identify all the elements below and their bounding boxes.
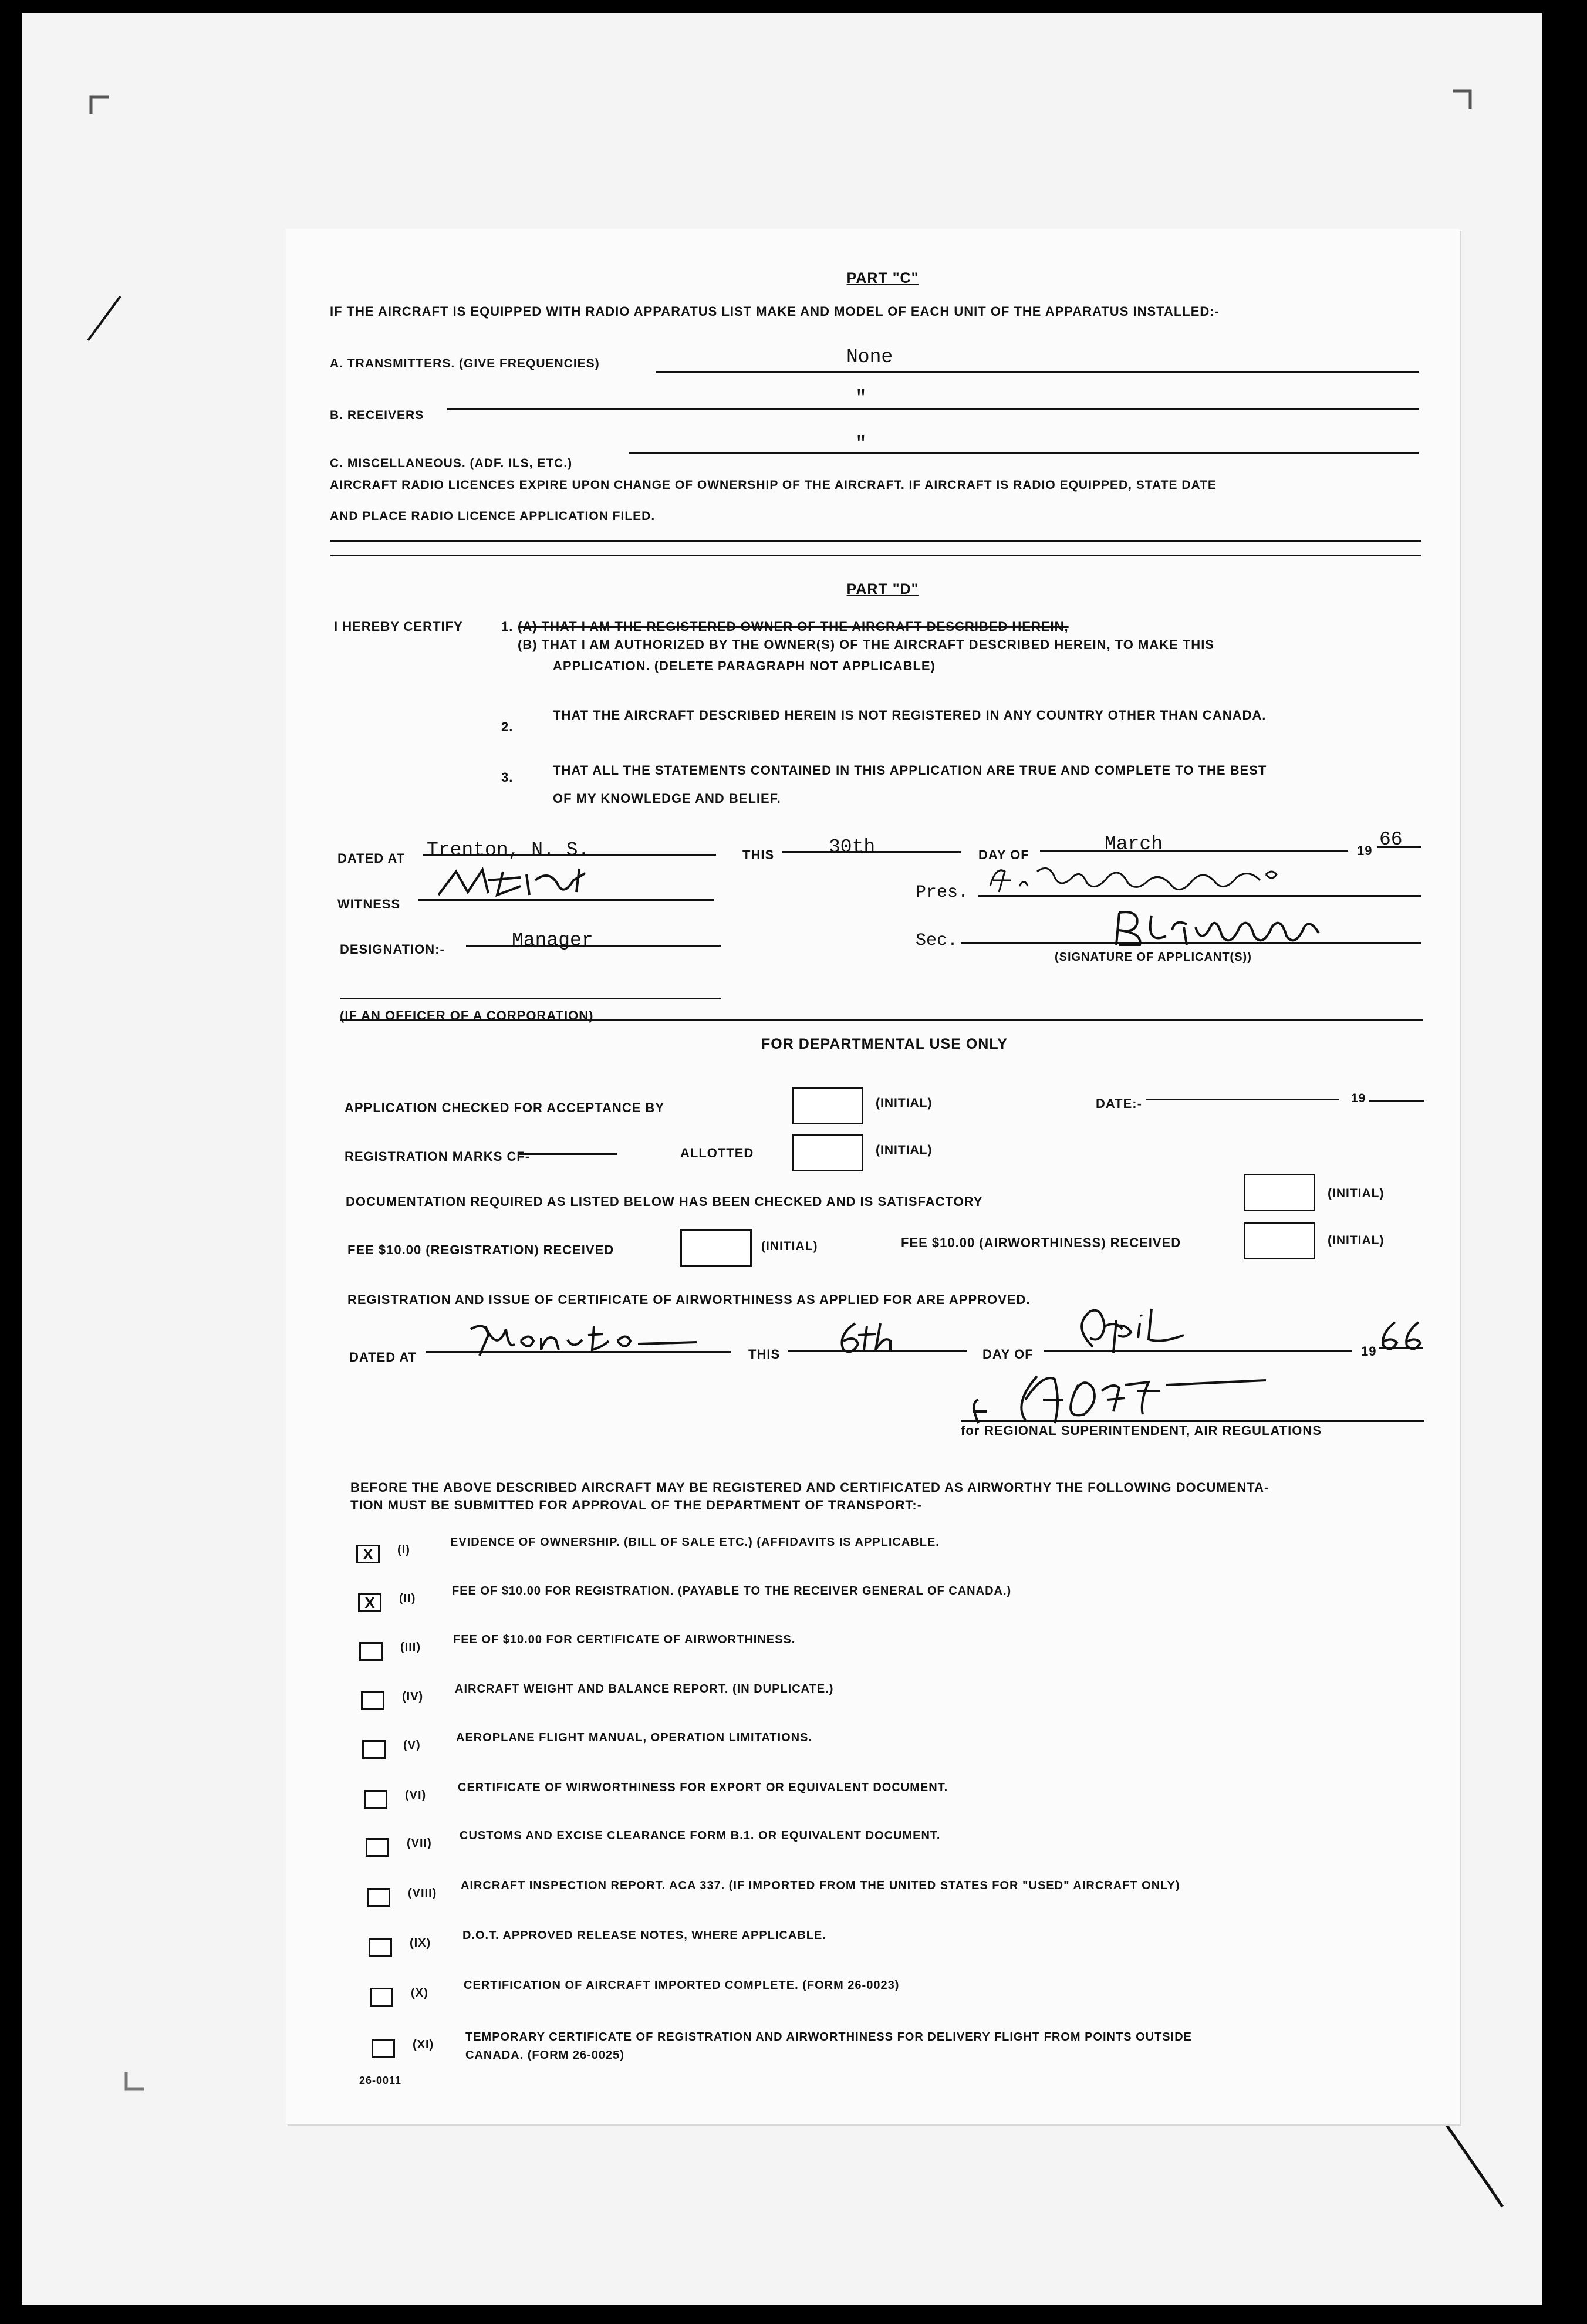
corner-mark-bottom-left — [126, 2072, 144, 2089]
requirement-text: CERTIFICATION OF AIRCRAFT IMPORTED COMPLETE. (FORM 26-0023) — [464, 1979, 900, 1992]
requirement-checkbox[interactable] — [359, 1642, 383, 1661]
departmental-title: FOR DEPARTMENTAL USE ONLY — [761, 1036, 1008, 1052]
misc-label: C. MISCELLANEOUS. (ADF. ILS, ETC.) — [330, 457, 573, 470]
item-1b-line-2: APPLICATION. (DELETE PARAGRAPH NOT APPLICABLE) — [553, 658, 936, 673]
date-line — [1146, 1099, 1339, 1100]
reg-initial-label: (INITIAL) — [876, 1143, 933, 1157]
requirement-text: CUSTOMS AND EXCISE CLEARANCE FORM B.1. OR EQUIVALENT DOCUMENT. — [460, 1829, 941, 1842]
approval-year-prefix: 19 — [1361, 1344, 1377, 1359]
part-d-title: PART "D" — [846, 581, 919, 597]
this-label: THIS — [742, 847, 775, 862]
radio-note-line-1: AIRCRAFT RADIO LICENCES EXPIRE UPON CHANGE OF OWNERSHIP OF THE AIRCRAFT. IF AIRCRAFT IS RADIO EQUIPPED, STATE DATE — [330, 478, 1217, 492]
documentation-label: DOCUMENTATION REQUIRED AS LISTED BELOW HAS BEEN CHECKED AND IS SATISFACTORY — [346, 1194, 983, 1209]
item-3-line-1: THAT ALL THE STATEMENTS CONTAINED IN THIS APPLICATION ARE TRUE AND COMPLETE TO THE BEST — [553, 763, 1267, 778]
requirement-number: (III) — [400, 1641, 421, 1654]
fee-air-initial-label: (INITIAL) — [1328, 1234, 1385, 1247]
requirement-checkbox[interactable]: X — [358, 1593, 381, 1612]
checked-initial-box[interactable] — [792, 1087, 863, 1124]
requirement-checkbox[interactable]: X — [356, 1545, 380, 1563]
requirement-checkbox[interactable] — [369, 1938, 392, 1957]
receivers-value[interactable]: " — [855, 387, 867, 409]
approval-this-label: THIS — [748, 1347, 781, 1362]
requirement-checkbox[interactable] — [367, 1888, 390, 1907]
requirement-number: (II) — [399, 1592, 416, 1605]
reg-marks-line — [518, 1153, 617, 1155]
requirement-number: (VIII) — [408, 1887, 437, 1900]
requirement-checkbox[interactable] — [361, 1691, 384, 1710]
witness-signature — [433, 863, 609, 904]
president-signature — [984, 860, 1313, 901]
requirement-checkbox[interactable] — [364, 1790, 387, 1809]
corner-mark-top-left — [91, 97, 109, 114]
item-1a-struck-text: (A) THAT I AM THE REGISTERED OWNER OF THE AIRCRAFT DESCRIBED HEREIN, — [518, 619, 1069, 634]
part-separator-line — [330, 555, 1421, 556]
requirement-number: (IX) — [410, 1937, 431, 1950]
fee-air-initial-box[interactable] — [1244, 1222, 1315, 1259]
approval-label: REGISTRATION AND ISSUE OF CERTIFICATE OF AIRWORTHINESS AS APPLIED FOR ARE APPROVED. — [347, 1292, 1031, 1307]
requirement-checkbox[interactable] — [366, 1838, 389, 1857]
date-year-prefix: 19 — [1351, 1092, 1366, 1105]
receivers-label: B. RECEIVERS — [330, 408, 424, 422]
approval-dated-at-label: DATED AT — [349, 1350, 417, 1364]
requirement-text: AEROPLANE FLIGHT MANUAL, OPERATION LIMITATIONS. — [456, 1731, 812, 1744]
superintendent-signature — [937, 1367, 1336, 1432]
reg-marks-label: REGISTRATION MARKS CF- — [345, 1149, 531, 1164]
part-c-title: PART "C" — [846, 270, 919, 286]
designation-label: DESIGNATION:- — [340, 942, 445, 957]
requirement-checkbox[interactable] — [372, 2039, 395, 2058]
approval-day-of-label: DAY OF — [982, 1347, 1034, 1362]
radio-note-line-2: AND PLACE RADIO LICENCE APPLICATION FILED. — [330, 509, 656, 523]
misc-line — [629, 452, 1419, 454]
dated-at-value[interactable]: Trenton, N. S. — [427, 839, 590, 861]
requirement-text: AIRCRAFT INSPECTION REPORT. ACA 337. (IF IMPORTED FROM THE UNITED STATES FOR "USED" AIRCRAFT ONLY) — [461, 1879, 1180, 1892]
documentation-initial-box[interactable] — [1244, 1174, 1315, 1211]
requirement-text: TEMPORARY CERTIFICATE OF REGISTRATION AND AIRWORTHINESS FOR DELIVERY FLIGHT FROM POINTS OUTSIDE — [465, 2031, 1192, 2043]
requirement-number: (VII) — [407, 1837, 432, 1850]
officer-note: (IF AN OFFICER OF A CORPORATION) — [340, 1008, 594, 1023]
secretary-signature — [1107, 904, 1342, 954]
date-year-line — [1369, 1100, 1424, 1102]
dated-at-label: DATED AT — [337, 851, 406, 866]
witness-label: WITNESS — [337, 897, 401, 911]
requirement-number: (XI) — [413, 2038, 434, 2051]
requirement-number: (I) — [397, 1543, 410, 1556]
designation-value[interactable]: Manager — [512, 930, 593, 951]
year-prefix: 19 — [1357, 843, 1373, 858]
documentation-initial-label: (INITIAL) — [1328, 1187, 1385, 1200]
fee-air-label: FEE $10.00 (AIRWORTHINESS) RECEIVED — [901, 1235, 1181, 1250]
requirement-text: FEE OF $10.00 FOR REGISTRATION. (PAYABLE TO THE RECEIVER GENERAL OF CANADA.) — [452, 1585, 1012, 1597]
requirements-intro-2: TION MUST BE SUBMITTED FOR APPROVAL OF THE DEPARTMENT OF TRANSPORT:- — [350, 1498, 923, 1512]
designation-line — [466, 945, 721, 947]
checked-label: APPLICATION CHECKED FOR ACCEPTANCE BY — [345, 1100, 665, 1115]
transmitters-value[interactable]: None — [846, 346, 893, 368]
misc-value[interactable]: " — [855, 433, 867, 455]
fee-reg-initial-box[interactable] — [680, 1229, 752, 1267]
requirement-number: (VI) — [405, 1789, 427, 1802]
superintendent-prefix: for — [961, 1423, 980, 1438]
certify-label: I HEREBY CERTIFY — [334, 619, 463, 634]
item-3-line-2: OF MY KNOWLEDGE AND BELIEF. — [553, 791, 781, 806]
day-of-line — [1040, 850, 1348, 852]
transmitters-line — [656, 371, 1419, 373]
form-number: 26-0011 — [359, 2075, 402, 2086]
requirement-checkbox[interactable] — [362, 1740, 386, 1759]
allotted-label: ALLOTTED — [680, 1146, 754, 1160]
part-c-intro: IF THE AIRCRAFT IS EQUIPPED WITH RADIO APPARATUS LIST MAKE AND MODEL OF EACH UNIT OF THE APPARATUS INSTALLED:- — [330, 304, 1220, 319]
requirement-text-continued: CANADA. (FORM 26-0025) — [465, 2049, 624, 2062]
transmitters-label: A. TRANSMITTERS. (GIVE FREQUENCIES) — [330, 357, 600, 370]
requirement-checkbox[interactable] — [370, 1988, 393, 2007]
pres-label: Pres. — [916, 883, 969, 903]
date-label: DATE:- — [1096, 1096, 1142, 1111]
item-1b-line-1: (B) THAT I AM AUTHORIZED BY THE OWNER(S) OF THE AIRCRAFT DESCRIBED HEREIN, TO MAKE THIS — [518, 637, 1214, 652]
form-sheet — [286, 229, 1460, 2124]
superintendent-line — [961, 1420, 1424, 1422]
part-d-end-line — [340, 1019, 1423, 1021]
scratch-mark — [88, 296, 120, 340]
year-value[interactable]: 66 — [1379, 829, 1403, 850]
requirements-intro-1: BEFORE THE ABOVE DESCRIBED AIRCRAFT MAY BE REGISTERED AND CERTIFICATED AS AIRWORTHY THE FOLLOWING DOCUMENTA- — [350, 1480, 1269, 1495]
requirement-text: FEE OF $10.00 FOR CERTIFICATE OF AIRWORTHINESS. — [453, 1633, 796, 1646]
item-1-number: 1. — [501, 619, 514, 634]
fee-reg-label: FEE $10.00 (REGISTRATION) RECEIVED — [347, 1242, 614, 1257]
requirement-text: AIRCRAFT WEIGHT AND BALANCE REPORT. (IN DUPLICATE.) — [455, 1683, 834, 1695]
requirement-text: D.O.T. APPROVED RELEASE NOTES, WHERE APPLICABLE. — [462, 1929, 826, 1942]
day-of-label: DAY OF — [978, 847, 1029, 862]
fee-reg-initial-label: (INITIAL) — [761, 1239, 818, 1253]
requirement-text: CERTIFICATE OF WIRWORTHINESS FOR EXPORT OR EQUIVALENT DOCUMENT. — [458, 1781, 948, 1794]
item-2-text: THAT THE AIRCRAFT DESCRIBED HEREIN IS NOT REGISTERED IN ANY COUNTRY OTHER THAN CANADA. — [553, 708, 1267, 722]
radio-note-line — [330, 540, 1421, 542]
sec-label: Sec. — [916, 931, 958, 951]
checked-initial-label: (INITIAL) — [876, 1096, 933, 1110]
item-3-number: 3. — [501, 770, 514, 785]
requirement-number: (X) — [411, 1987, 428, 1999]
reg-initial-box[interactable] — [792, 1134, 863, 1171]
requirement-number: (IV) — [402, 1690, 424, 1703]
this-value[interactable]: 30th — [829, 836, 876, 858]
signature-caption: (SIGNATURE OF APPLICANT(S)) — [1055, 951, 1252, 964]
superintendent-label: REGIONAL SUPERINTENDENT, AIR REGULATIONS — [984, 1423, 1322, 1438]
requirement-text: EVIDENCE OF OWNERSHIP. (BILL OF SALE ETC.) (AFFIDAVITS IS APPLICABLE. — [450, 1536, 940, 1549]
day-of-value[interactable]: March — [1105, 833, 1163, 855]
item-2-number: 2. — [501, 720, 514, 734]
officer-line — [340, 998, 721, 999]
requirement-number: (V) — [403, 1739, 421, 1752]
corner-scratch — [1438, 2113, 1502, 2207]
corner-mark-top-right — [1453, 91, 1470, 109]
receivers-line — [447, 408, 1419, 410]
